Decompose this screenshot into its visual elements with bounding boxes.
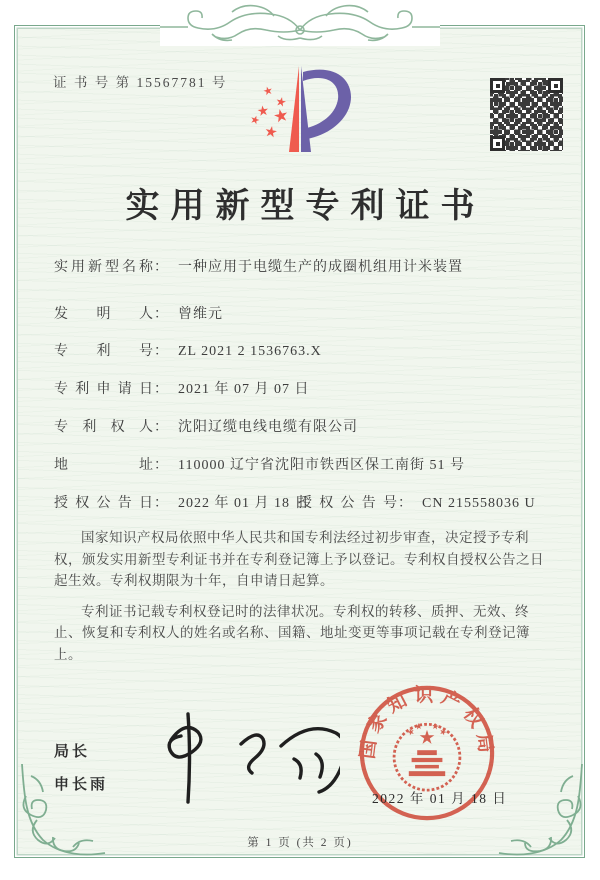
field-value: 曾维元 xyxy=(178,307,223,322)
field-colon: ： xyxy=(154,420,169,435)
officer-name: 申长雨 xyxy=(54,777,109,793)
field-label: 发明人 xyxy=(54,307,154,322)
certificate-title: 实用新型专利证书 xyxy=(125,188,486,225)
field-value: 2021 年 07 月 07 日 xyxy=(178,382,310,397)
field-label: 专利申请日 xyxy=(54,382,154,397)
field-colon: ： xyxy=(154,458,169,473)
field-value: ZL 2021 2 1536763.X xyxy=(178,344,322,359)
field-row xyxy=(54,256,463,276)
field-label: 授权公告日 xyxy=(54,496,154,511)
field-colon: ： xyxy=(154,382,169,397)
field-row xyxy=(54,454,465,474)
officer-block xyxy=(54,736,108,802)
field-label: 授权公告号 xyxy=(298,496,398,511)
cnipa-logo-icon xyxy=(243,60,361,164)
field-colon: ： xyxy=(398,496,413,511)
seal-date: 2022 年 01 月 18 日 xyxy=(372,791,508,806)
field-value: 沈阳辽缆电线电缆有限公司 xyxy=(178,420,358,435)
field-label: 实用新型名称 xyxy=(54,260,154,275)
field-value: 2022 年 01 月 18 日 xyxy=(178,496,310,511)
field-colon: ： xyxy=(154,307,169,322)
qr-finder-icon xyxy=(490,136,505,151)
field-label: 地址 xyxy=(54,458,154,473)
field-colon: ： xyxy=(154,260,169,275)
national-emblem-icon xyxy=(394,722,460,790)
field-row xyxy=(54,303,223,323)
svg-text:国家知识产权局 xyxy=(357,683,497,760)
legal-text xyxy=(54,527,548,674)
page-number: 第 1 页 (共 2 页) xyxy=(247,837,353,849)
qr-finder-icon xyxy=(490,78,505,93)
field-label: 专利号 xyxy=(54,344,154,359)
legal-paragraph-2: 专利证书记载专利权登记时的法律状况。专利权的转移、质押、无效、终止、恢复和专利权人的姓名或名称、国籍、地址变更等事项记载在专利登记簿上。 xyxy=(54,603,530,662)
field-value: 110000 辽宁省沈阳市铁西区保工南街 51 号 xyxy=(178,458,465,473)
qr-finder-icon xyxy=(548,78,563,93)
officer-title: 局长 xyxy=(54,744,91,760)
field-value: CN 215558036 U xyxy=(422,496,536,511)
field-group xyxy=(298,492,536,512)
field-row xyxy=(54,492,536,512)
seal-text: 国家知识产权局 xyxy=(357,685,497,761)
qr-code xyxy=(490,78,563,151)
top-border-ornament-icon xyxy=(160,0,440,46)
field-colon: ： xyxy=(154,344,169,359)
field-value: 一种应用于电缆生产的成圈机组用计米装置 xyxy=(178,260,463,275)
certificate-number: 证 书 号 第 15567781 号 xyxy=(53,75,228,90)
field-row xyxy=(54,340,322,360)
field-row xyxy=(54,416,358,436)
field-row xyxy=(54,378,310,398)
field-colon: ： xyxy=(154,496,169,511)
field-label: 专利权人 xyxy=(54,420,154,435)
director-signature-icon xyxy=(145,708,340,813)
legal-paragraph-1: 国家知识产权局依照中华人民共和国专利法经过初步审查，决定授予专利权，颁发实用新型专利证书并在专利登记簿上予以登记。专利权自授权公告之日起生效。专利权期限为十年，自申请日起算。 xyxy=(54,530,544,588)
